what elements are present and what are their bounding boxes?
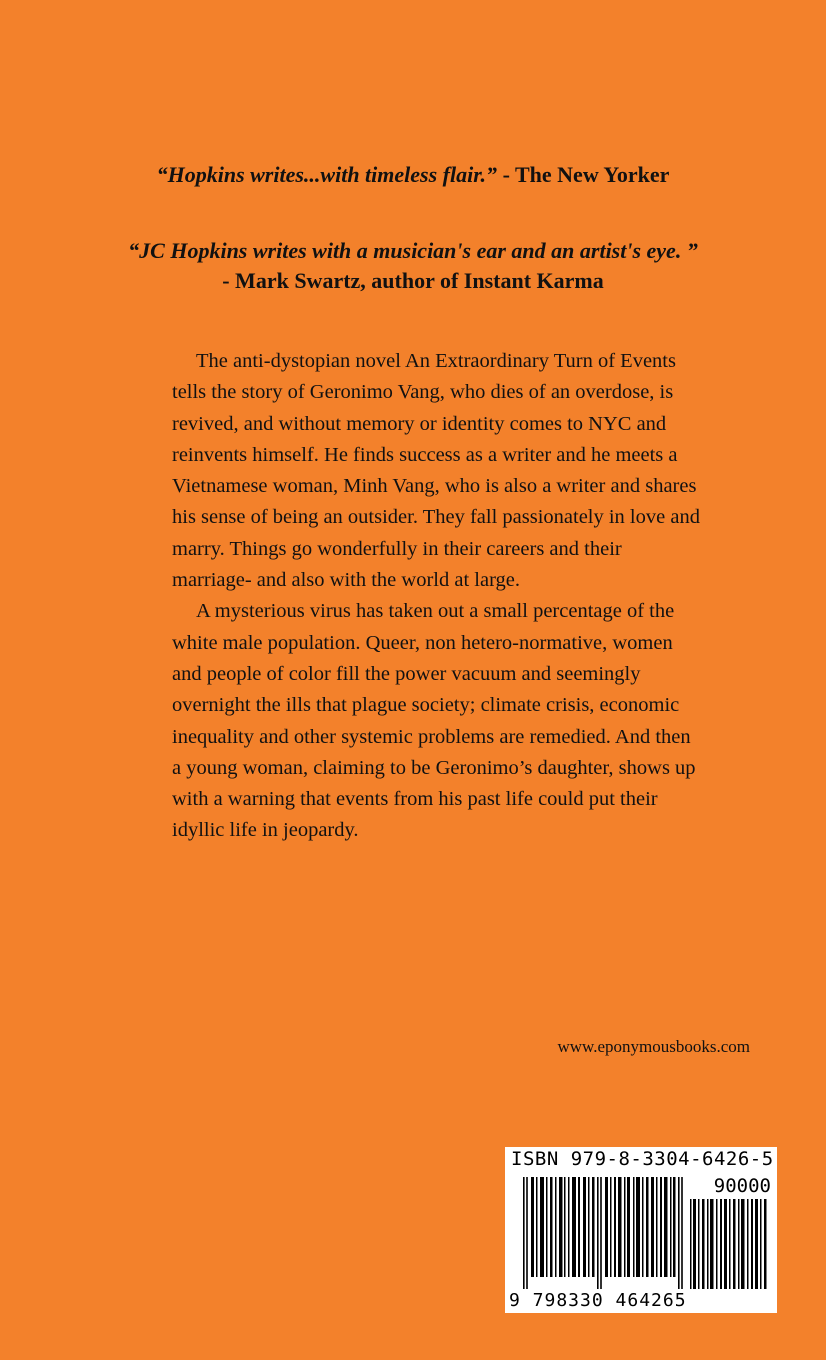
review-quote-1-source: - The New Yorker <box>497 162 670 187</box>
blurb-paragraph-1: The anti-dystopian novel An Extraordinary Turn of Events tells the story of Geronimo Vang, who dies of an overdose, is revived, and without memory or identity comes to NYC and reinvents himself. He finds success as a writer and he meets a Vietnamese woman, Minh Vang, who is also a writer and shares his sense of being an outsider. They fall passionately in love and marry. Things go wonderfully in their careers and their marriage- and also with the world at large. <box>172 350 700 592</box>
blurb-paragraph-2: A mysterious virus has taken out a small percentage of the white male population. Queer, non hetero-normative, women and people of color fill the power vacuum and seemingly overnight the ills that plague society; climate crisis, economic inequality and other systemic problems are remedied. And then a young woman, claiming to be Geronimo’s daughter, shows up with a warning that events from his past life could put their idyllic life in jeopardy. <box>172 600 696 842</box>
review-quote-2-source: - Mark Swartz, author of Instant Karma <box>222 268 604 293</box>
price-addon-bars <box>690 1199 770 1289</box>
book-blurb <box>172 346 702 847</box>
review-quote-2-text: “JC Hopkins writes with a musician's ear and an artist's eye. ” <box>128 238 698 263</box>
review-quote-1-text: “Hopkins writes...with timeless flair.” <box>156 162 498 187</box>
review-quote-1 <box>0 160 826 190</box>
review-quote-2 <box>0 236 826 296</box>
isbn-label: ISBN 979-8-3304-6426-5 <box>511 1148 774 1170</box>
publisher-website[interactable]: www.eponymousbooks.com <box>557 1037 750 1056</box>
ean-barcode-bars <box>523 1177 683 1289</box>
ean-digits: 9 798330 464265 <box>509 1290 687 1311</box>
price-code: 90000 <box>713 1175 771 1197</box>
isbn-barcode <box>505 1147 777 1313</box>
